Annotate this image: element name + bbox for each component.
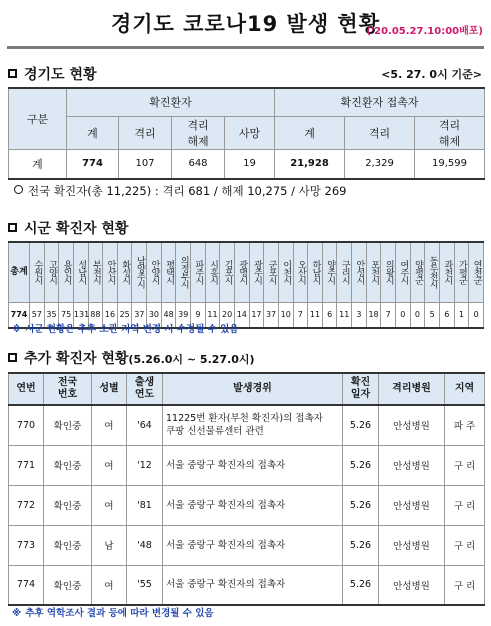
city-value: 131 (73, 302, 88, 328)
city-value: 17 (249, 302, 264, 328)
contacts-released-value: 19,599 (415, 149, 485, 179)
city-name-header (220, 242, 235, 302)
additional-note (12, 605, 214, 619)
national-no-cell: 확인중 (44, 485, 92, 525)
confirmed-total-header: 계 (67, 116, 119, 149)
status-heading-text: 경기도 현황 (24, 67, 97, 83)
city-name-text: 양주시 (325, 260, 336, 285)
city-name-header (469, 242, 484, 302)
city-name-header (264, 242, 279, 302)
city-name-header (366, 242, 381, 302)
city-name-header (205, 242, 220, 302)
city-value: 57 (30, 302, 45, 328)
additional-section-heading (8, 348, 255, 368)
hospital-header: 격리병원 (379, 373, 445, 405)
region-cell: 파 주 (445, 405, 485, 445)
city-name-text: 과천시 (442, 260, 453, 285)
square-bullet-icon (8, 223, 17, 232)
city-name-text: 용인시 (61, 260, 72, 285)
hospital-cell: 안성병원 (379, 565, 445, 605)
route-cell (163, 565, 343, 605)
city-value: 37 (132, 302, 147, 328)
city-name-text: 양평군 (412, 260, 423, 285)
additional-heading-text: 추가 확진자 현황 (24, 351, 129, 367)
route-header: 발생경위 (163, 373, 343, 405)
total-row-label: 계 (9, 149, 67, 179)
city-name-text: 이천시 (281, 260, 292, 285)
date-cell: 5.26 (343, 445, 379, 485)
city-value: 48 (161, 302, 176, 328)
route-line: 서울 중랑구 확진자의 접촉자 (166, 579, 286, 591)
city-name-header (176, 242, 191, 302)
national-no-cell: 확인중 (44, 445, 92, 485)
city-value: 5 (425, 302, 440, 328)
contacts-total-header: 계 (275, 116, 345, 149)
city-name-text: 김포시 (222, 260, 233, 285)
city-name-header (249, 242, 264, 302)
city-name-text: 의정부시 (178, 256, 189, 289)
date-cell: 5.26 (343, 485, 379, 525)
city-value: 7 (381, 302, 396, 328)
route-line: 서울 중랑구 확진자의 접촉자 (166, 459, 286, 471)
city-value: 35 (44, 302, 59, 328)
city-name-text: 고양시 (46, 260, 57, 285)
city-name-header (30, 242, 45, 302)
hospital-cell: 안성병원 (379, 405, 445, 445)
route-cell (163, 405, 343, 445)
city-name-text: 안양시 (149, 260, 160, 285)
table-row (9, 445, 485, 485)
route-line: 서울 중랑구 확진자의 접촉자 (166, 499, 286, 511)
city-name-header (322, 242, 337, 302)
route-line: 11225번 환자(부천 확진자)의 접촉자 (166, 413, 323, 425)
city-name-text: 남양주시 (134, 256, 145, 289)
contacts-release-header: 격리 해제 (415, 116, 485, 149)
national-no-header: 전국 번호 (44, 373, 92, 405)
city-section-heading (8, 218, 128, 238)
sex-header: 성별 (92, 373, 127, 405)
city-value: 6 (439, 302, 454, 328)
page-title: 경기도 코로나19 발생 현황 (110, 12, 381, 36)
city-value: 30 (147, 302, 162, 328)
square-bullet-icon (8, 353, 17, 362)
city-name-text: 평택시 (164, 260, 175, 285)
sex-cell: 남 (92, 525, 127, 565)
city-name-header (59, 242, 74, 302)
city-name-text: 가평군 (456, 260, 467, 285)
city-name-text: 동두천시 (427, 256, 438, 289)
hospital-cell: 안성병원 (379, 525, 445, 565)
date-header: 확진 일자 (343, 373, 379, 405)
city-name-header (161, 242, 176, 302)
city-name-text: 광주시 (251, 260, 262, 285)
no-cell: 772 (9, 485, 44, 525)
city-value: 9 (191, 302, 206, 328)
sex-cell: 여 (92, 445, 127, 485)
region-cell: 구 리 (445, 445, 485, 485)
confirmed-isolation-value: 107 (119, 149, 172, 179)
city-name-text: 포천시 (369, 260, 380, 285)
route-cell (163, 445, 343, 485)
city-name-header (439, 242, 454, 302)
city-name-header (278, 242, 293, 302)
route-cell (163, 525, 343, 565)
national-no-cell: 확인중 (44, 525, 92, 565)
route-line: 쿠팡 신선물류센터 관련 (166, 426, 264, 438)
city-name-header (191, 242, 206, 302)
contacts-group-header: 확진환자 접촉자 (275, 88, 485, 116)
city-name-text: 안산시 (105, 260, 116, 285)
city-value: 18 (366, 302, 381, 328)
birth-cell: '12 (127, 445, 163, 485)
city-name-header (147, 242, 162, 302)
city-name-header (337, 242, 352, 302)
city-name-text: 군포시 (266, 260, 277, 285)
gyeonggi-status-table (8, 87, 485, 180)
date-cell: 5.26 (343, 565, 379, 605)
date-cell: 5.26 (343, 405, 379, 445)
confirmed-release-header: 격리 해제 (172, 116, 225, 149)
city-name-header (73, 242, 88, 302)
city-name-text: 의왕시 (383, 260, 394, 285)
region-header: 지역 (445, 373, 485, 405)
city-name-text: 파주시 (193, 260, 204, 285)
circle-bullet-icon (14, 185, 23, 194)
city-name-header (410, 242, 425, 302)
contacts-total-value: 21,928 (275, 149, 345, 179)
region-cell: 구 리 (445, 565, 485, 605)
additional-cases-table (8, 372, 485, 606)
city-name-text: 화성시 (120, 260, 131, 285)
city-name-text: 연천군 (471, 260, 482, 285)
release-timestamp: ('20.05.27.10:00배포) (366, 26, 483, 37)
region-cell: 구 리 (445, 485, 485, 525)
birth-cell: '64 (127, 405, 163, 445)
confirmed-isolation-header: 격리 (119, 116, 172, 149)
city-value: 39 (176, 302, 191, 328)
city-value: 1 (454, 302, 469, 328)
city-name-header (44, 242, 59, 302)
square-bullet-icon (8, 69, 17, 78)
city-name-header (396, 242, 411, 302)
city-name-text: 부천시 (90, 260, 101, 285)
city-name-header (132, 242, 147, 302)
status-section-heading (8, 64, 97, 84)
city-value: 75 (59, 302, 74, 328)
confirmed-total-value: 774 (67, 149, 119, 179)
city-value: 11 (337, 302, 352, 328)
city-value: 10 (278, 302, 293, 328)
date-cell: 5.26 (343, 525, 379, 565)
city-name-header (117, 242, 132, 302)
city-value: 14 (234, 302, 249, 328)
city-value: 7 (293, 302, 308, 328)
confirmed-group-header: 확진환자 (67, 88, 275, 116)
city-value: 88 (88, 302, 103, 328)
city-name-text: 광명시 (237, 260, 248, 285)
city-value: 37 (264, 302, 279, 328)
contacts-isolation-header: 격리 (345, 116, 415, 149)
national-summary-note (14, 183, 347, 199)
city-name-text: 오산시 (295, 260, 306, 285)
city-name-header (234, 242, 249, 302)
city-name-header (425, 242, 440, 302)
route-cell (163, 485, 343, 525)
city-name-header (454, 242, 469, 302)
birth-cell: '55 (127, 565, 163, 605)
gubun-header: 구분 (9, 88, 67, 149)
city-name-text: 구리시 (339, 260, 350, 285)
no-cell: 770 (9, 405, 44, 445)
city-name-text: 여주시 (398, 260, 409, 285)
table-row (9, 525, 485, 565)
no-cell: 773 (9, 525, 44, 565)
confirmed-released-value: 648 (172, 149, 225, 179)
city-value: 0 (469, 302, 484, 328)
city-total-value: 774 (9, 302, 30, 328)
region-cell: 구 리 (445, 525, 485, 565)
national-summary-text: 전국 확진자(총 11,225) : 격리 681 / 해제 10,275 / 사망 269 (28, 184, 347, 198)
city-value: 16 (103, 302, 118, 328)
city-name-header (308, 242, 323, 302)
no-cell: 774 (9, 565, 44, 605)
asterisk-icon: ※ (12, 608, 22, 619)
city-value: 25 (117, 302, 132, 328)
city-name-text: 수원시 (32, 260, 43, 285)
sex-cell: 여 (92, 405, 127, 445)
city-name-header (293, 242, 308, 302)
contacts-isolation-value: 2,329 (345, 149, 415, 179)
city-status-table (8, 241, 484, 329)
additional-period: (5.26.0시 ~ 5.27.0시) (128, 353, 255, 366)
city-heading-text: 시군 확진자 현황 (24, 221, 129, 237)
additional-note-text: 추후 역학조사 결과 등에 따라 변경될 수 있음 (25, 608, 214, 619)
city-name-text: 안성시 (354, 260, 365, 285)
asterisk-icon: ※ (12, 324, 22, 335)
title-divider (7, 46, 484, 49)
table-row (9, 485, 485, 525)
table-row (9, 565, 485, 605)
city-value: 20 (220, 302, 235, 328)
hospital-cell: 안성병원 (379, 445, 445, 485)
status-date: <5. 27. 0시 기준> (381, 68, 482, 81)
confirmed-deaths-value: 19 (225, 149, 275, 179)
city-name-header (103, 242, 118, 302)
no-header: 연번 (9, 373, 44, 405)
confirmed-death-header: 사망 (225, 116, 275, 149)
table-row (9, 405, 485, 445)
city-name-header (88, 242, 103, 302)
city-value: 0 (396, 302, 411, 328)
national-no-cell: 확인중 (44, 405, 92, 445)
birth-cell: '81 (127, 485, 163, 525)
city-note-text: 시군 현황은 추후 소관 지역 변경 시 수정될 수 있음 (25, 324, 239, 335)
city-name-text: 시흥시 (208, 260, 218, 285)
city-name-header (352, 242, 367, 302)
city-name-text: 하남시 (310, 260, 321, 285)
city-value: 6 (322, 302, 337, 328)
route-line: 서울 중랑구 확진자의 접촉자 (166, 539, 286, 551)
city-value: 11 (308, 302, 323, 328)
city-value: 0 (410, 302, 425, 328)
city-total-header: 총계 (9, 242, 30, 302)
city-value: 11 (205, 302, 220, 328)
no-cell: 771 (9, 445, 44, 485)
national-no-cell: 확인중 (44, 565, 92, 605)
sex-cell: 여 (92, 485, 127, 525)
city-note (12, 321, 239, 335)
city-name-text: 성남시 (76, 260, 87, 285)
birth-cell: '48 (127, 525, 163, 565)
sex-cell: 여 (92, 565, 127, 605)
city-name-header (381, 242, 396, 302)
city-value: 3 (352, 302, 367, 328)
birth-header: 출생 연도 (127, 373, 163, 405)
hospital-cell: 안성병원 (379, 485, 445, 525)
